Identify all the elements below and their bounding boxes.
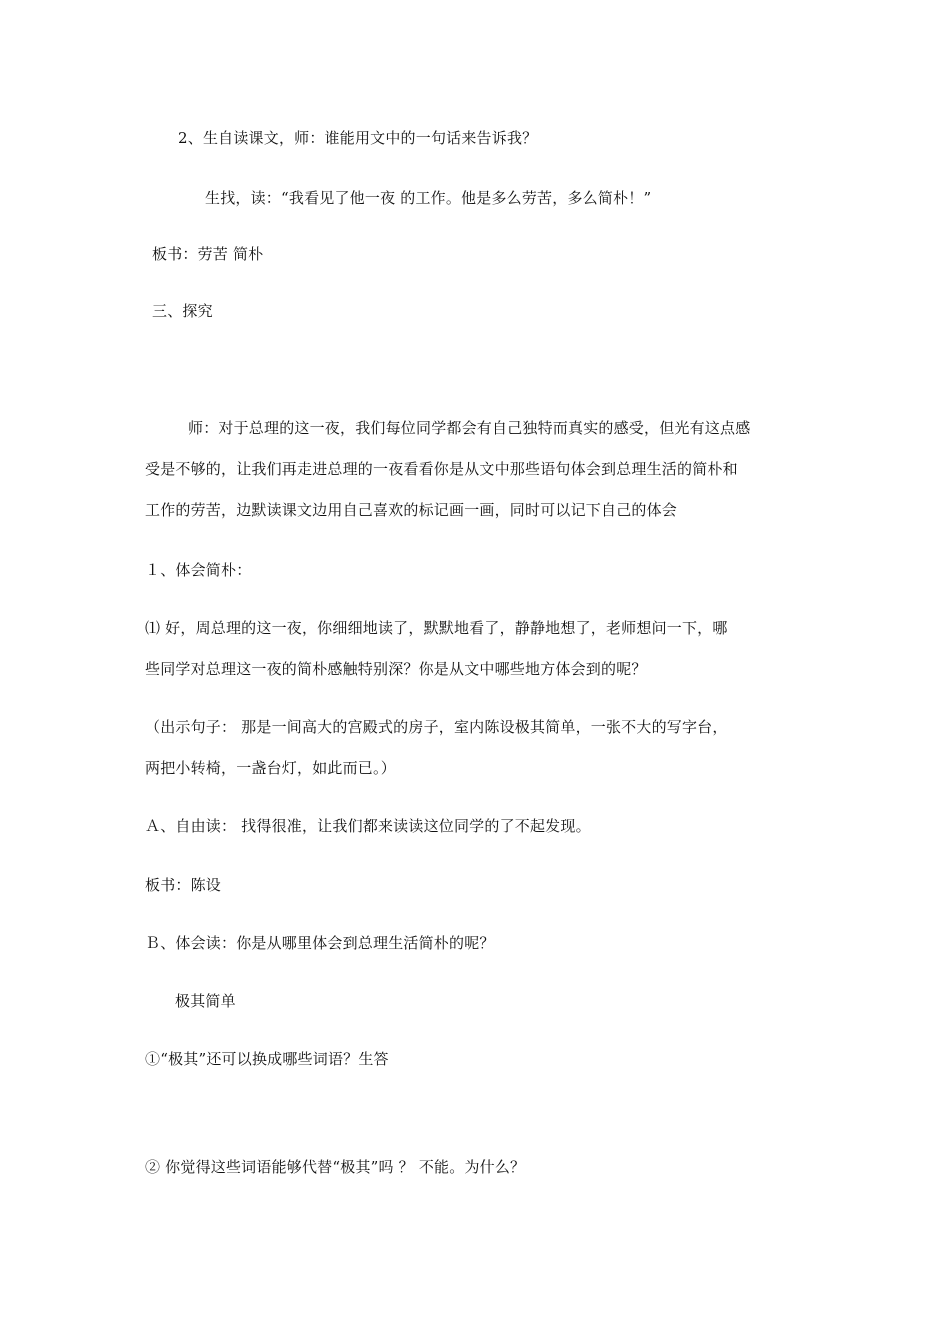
line-7: 工作的劳苦，边默读课文边用自己喜欢的标记画一画，同时可以记下自己的体会	[145, 501, 678, 519]
line-11: （出示句子： 那是一间高大的宫殿式的房子，室内陈设极其简单，一张不大的写字台，	[145, 718, 728, 736]
line-17: ①“极其”还可以换成哪些词语？生答	[145, 1050, 389, 1068]
line-10: 些同学对总理这一夜的简朴感触特别深？你是从文中哪些地方体会到的呢？	[145, 660, 647, 678]
section-heading: 三、探究	[152, 302, 213, 320]
subheading-1: １、体会简朴：	[145, 561, 252, 579]
line-16: 极其简单	[175, 992, 236, 1010]
line-13: Ａ、自由读： 找得很准，让我们都来读读这位同学的了不起发现。	[145, 817, 591, 835]
line-1: 2、生自读课文，师：谁能用文中的一句话来告诉我？	[178, 129, 538, 147]
line-3: 板书：劳苦 简朴	[152, 245, 264, 263]
line-5: 师：对于总理的这一夜，我们每位同学都会有自己独特而真实的感受，但光有这点感	[188, 419, 751, 437]
line-14: 板书：陈设	[145, 876, 222, 894]
line-6: 受是不够的，让我们再走进总理的一夜看看你是从文中那些语句体会到总理生活的简朴和	[145, 460, 738, 478]
line-15: Ｂ、体会读：你是从哪里体会到总理生活简朴的呢？	[145, 934, 495, 952]
line-2: 生找，读：“我看见了他一夜 的工作。他是多么劳苦，多么简朴！”	[205, 189, 652, 207]
line-12: 两把小转椅，一盏台灯，如此而已。）	[145, 759, 396, 777]
line-9: ⑴ 好，周总理的这一夜，你细细地读了，默默地看了，静静地想了，老师想问一下，哪	[145, 619, 728, 637]
line-18: ② 你觉得这些词语能够代替“极其”吗 ？ 不能。为什么？	[145, 1158, 526, 1176]
